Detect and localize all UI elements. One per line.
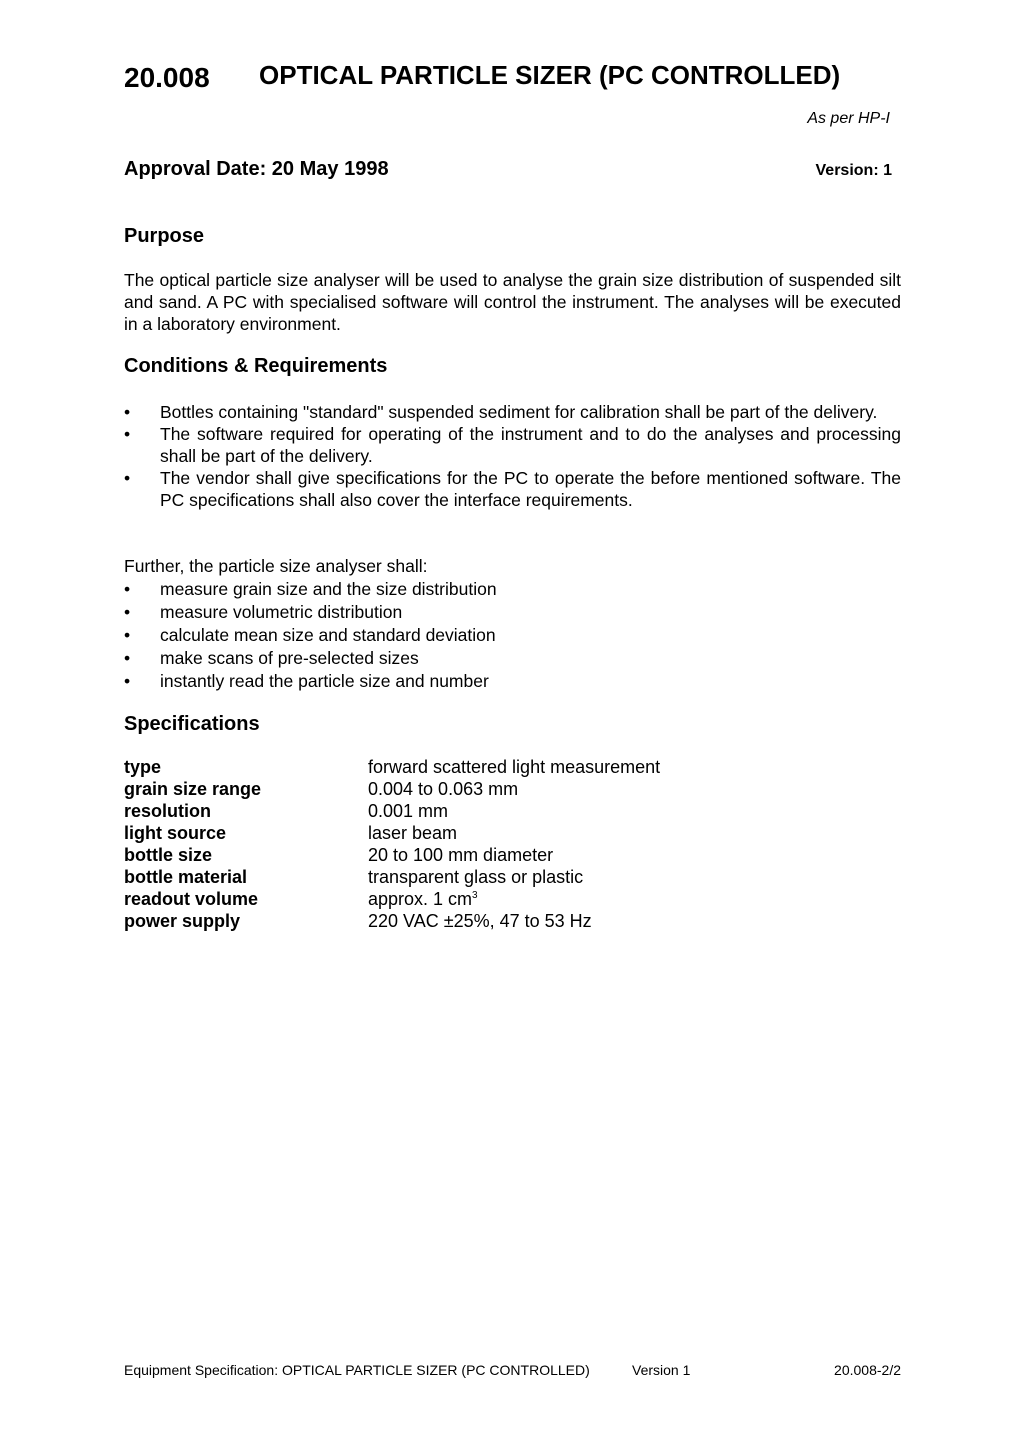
- footer-version: Version 1: [632, 1362, 691, 1378]
- bullet-icon: •: [124, 424, 131, 444]
- spec-key: bottle material: [124, 867, 248, 887]
- bullet-icon: •: [124, 648, 131, 668]
- list-item-text: calculate mean size and standard deviation: [160, 625, 496, 645]
- list-item: [124, 647, 901, 670]
- conditions-list: [124, 401, 901, 511]
- spec-row: [124, 822, 660, 844]
- spec-key: resolution: [124, 801, 212, 821]
- bullet-icon: •: [124, 468, 131, 488]
- purpose-heading: Purpose: [124, 225, 205, 247]
- superscript: 3: [472, 890, 478, 901]
- spec-key: bottle size: [124, 845, 213, 865]
- list-item-text: The software required for operating of the instrument and to do the analyses and processing shall be part of the delivery.: [160, 424, 901, 466]
- footer-left: Equipment Specification: OPTICAL PARTICLE SIZER (PC CONTROLLED): [124, 1362, 590, 1378]
- list-item: [124, 601, 901, 624]
- spec-row: [124, 756, 660, 778]
- document-code: 20.008: [124, 62, 210, 93]
- spec-row: [124, 800, 660, 822]
- list-item: [124, 423, 901, 467]
- list-item-text: instantly read the particle size and number: [160, 671, 489, 691]
- bullet-icon: •: [124, 602, 131, 622]
- as-per-note: As per HP-I: [807, 110, 890, 127]
- spec-row: [124, 866, 660, 888]
- purpose-text: The optical particle size analyser will be used to analyse the grain size distribution of suspended silt and sand. A PC with specialised software will control the instrument. The analyses will be executed in a laboratory environment.: [124, 270, 901, 334]
- spec-row: [124, 910, 660, 932]
- spec-value: transparent glass or plastic: [368, 867, 584, 887]
- spec-key: grain size range: [124, 779, 262, 799]
- specifications-heading: Specifications: [124, 713, 260, 735]
- spec-value: 0.001 mm: [368, 801, 449, 821]
- further-list: [124, 578, 901, 693]
- approval-date: Approval Date: 20 May 1998: [124, 158, 389, 180]
- spec-row: [124, 888, 660, 910]
- spec-value: laser beam: [368, 823, 458, 843]
- list-item-text: measure volumetric distribution: [160, 602, 403, 622]
- further-intro: Further, the particle size analyser shall:: [124, 556, 428, 576]
- spec-row: [124, 844, 660, 866]
- document-title: OPTICAL PARTICLE SIZER (PC CONTROLLED): [259, 60, 841, 90]
- spec-key: power supply: [124, 911, 241, 931]
- list-item-text: make scans of pre-selected sizes: [160, 648, 419, 668]
- spec-value: 220 VAC ±25%, 47 to 53 Hz: [368, 911, 592, 931]
- specifications-table: [124, 756, 660, 932]
- spec-value: 0.004 to 0.063 mm: [368, 779, 519, 799]
- spec-value: forward scattered light measurement: [368, 757, 661, 777]
- spec-value: [368, 888, 478, 910]
- footer-page: 20.008-2/2: [834, 1362, 901, 1378]
- spec-key: light source: [124, 823, 227, 843]
- list-item: [124, 670, 901, 693]
- list-item: [124, 401, 901, 423]
- spec-value: 20 to 100 mm diameter: [368, 845, 554, 865]
- list-item-text: measure grain size and the size distribution: [160, 579, 497, 599]
- version-label: Version: 1: [815, 162, 892, 179]
- list-item-text: The vendor shall give specifications for the PC to operate the before mentioned software. The PC specifications shall also cover the interface requirements.: [160, 468, 901, 510]
- spec-key: readout volume: [124, 889, 259, 909]
- conditions-heading: Conditions & Requirements: [124, 355, 388, 377]
- bullet-icon: •: [124, 625, 131, 645]
- list-item-text: Bottles containing "standard" suspended sediment for calibration shall be part of the delivery.: [160, 402, 878, 422]
- list-item: [124, 467, 901, 511]
- spec-key: type: [124, 757, 162, 777]
- list-item: [124, 578, 901, 601]
- spec-value-text: approx. 1 cm: [368, 889, 473, 909]
- bullet-icon: •: [124, 671, 131, 691]
- bullet-icon: •: [124, 579, 131, 599]
- list-item: [124, 624, 901, 647]
- bullet-icon: •: [124, 402, 131, 422]
- spec-row: [124, 778, 660, 800]
